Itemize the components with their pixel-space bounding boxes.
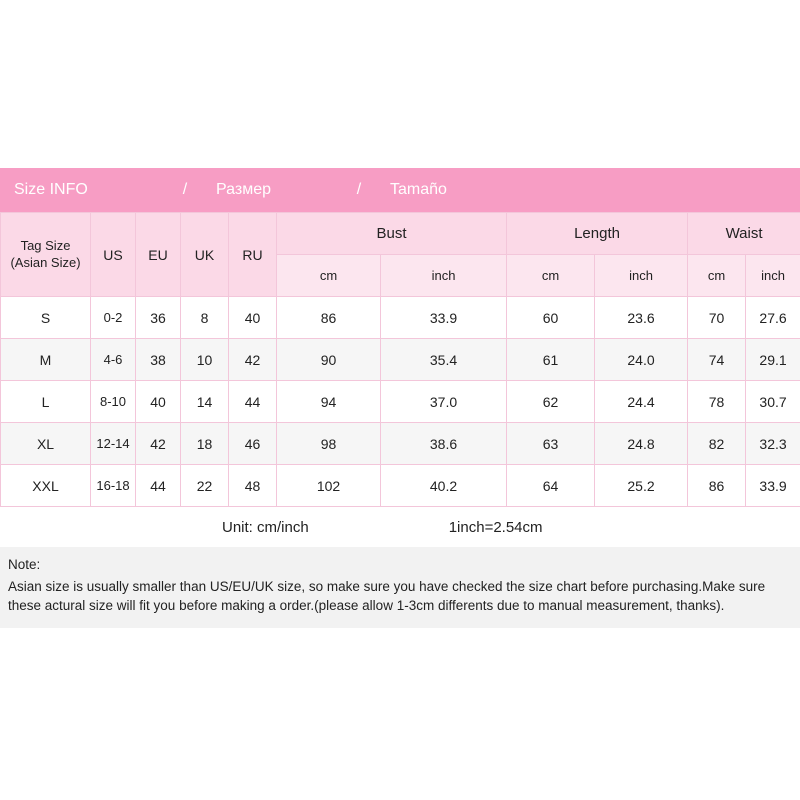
size-table bbox=[0, 212, 800, 507]
cell-length-inch: 25.2 bbox=[595, 465, 688, 507]
cell-length-cm: 63 bbox=[507, 423, 595, 465]
cell-bust-inch: 40.2 bbox=[381, 465, 507, 507]
cell-ru: 44 bbox=[229, 381, 277, 423]
banner-title: Size INFO bbox=[14, 181, 88, 198]
cell-length-inch: 24.4 bbox=[595, 381, 688, 423]
header-length-inch: inch bbox=[595, 255, 688, 297]
header-waist-inch: inch bbox=[746, 255, 800, 297]
cell-us: 0-2 bbox=[91, 297, 136, 339]
header-us: US bbox=[91, 213, 136, 297]
cell-uk: 22 bbox=[181, 465, 229, 507]
cell-length-inch: 24.0 bbox=[595, 339, 688, 381]
cell-eu: 40 bbox=[136, 381, 181, 423]
cell-bust-cm: 86 bbox=[277, 297, 381, 339]
cell-uk: 18 bbox=[181, 423, 229, 465]
cell-length-cm: 60 bbox=[507, 297, 595, 339]
header-bust-cm: cm bbox=[277, 255, 381, 297]
header-tag-size-line2: (Asian Size) bbox=[10, 254, 81, 270]
header-length: Length bbox=[507, 213, 688, 255]
cell-waist-cm: 82 bbox=[688, 423, 746, 465]
cell-eu: 42 bbox=[136, 423, 181, 465]
cell-waist-inch: 29.1 bbox=[746, 339, 800, 381]
header-tag-size bbox=[1, 213, 91, 297]
cell-waist-cm: 70 bbox=[688, 297, 746, 339]
table-header-group-row bbox=[1, 213, 800, 255]
cell-waist-cm: 78 bbox=[688, 381, 746, 423]
header-bust-inch: inch bbox=[381, 255, 507, 297]
table-row bbox=[1, 423, 800, 465]
cell-length-cm: 64 bbox=[507, 465, 595, 507]
cell-ru: 40 bbox=[229, 297, 277, 339]
cell-ru: 48 bbox=[229, 465, 277, 507]
cell-waist-inch: 30.7 bbox=[746, 381, 800, 423]
cell-tag-size: S bbox=[1, 297, 91, 339]
cell-tag-size: XXL bbox=[1, 465, 91, 507]
unit-label: Unit: cm/inch bbox=[222, 518, 309, 536]
header-tag-size-line1: Tag Size bbox=[20, 238, 71, 254]
banner-title-russian: Размер bbox=[216, 181, 271, 198]
table-row bbox=[1, 339, 800, 381]
cell-bust-inch: 38.6 bbox=[381, 423, 507, 465]
size-chart bbox=[0, 168, 800, 628]
header-waist-cm: cm bbox=[688, 255, 746, 297]
cell-us: 16-18 bbox=[91, 465, 136, 507]
cell-us: 12-14 bbox=[91, 423, 136, 465]
banner-title-spanish: Tamaño bbox=[390, 181, 447, 198]
header-bust: Bust bbox=[277, 213, 507, 255]
unit-row bbox=[0, 507, 800, 547]
table-row bbox=[1, 465, 800, 507]
cell-bust-inch: 35.4 bbox=[381, 339, 507, 381]
cell-length-cm: 61 bbox=[507, 339, 595, 381]
cell-length-inch: 24.8 bbox=[595, 423, 688, 465]
cell-waist-inch: 33.9 bbox=[746, 465, 800, 507]
unit-conversion: 1inch=2.54cm bbox=[448, 518, 543, 536]
cell-waist-cm: 86 bbox=[688, 465, 746, 507]
header-waist: Waist bbox=[688, 213, 800, 255]
cell-eu: 36 bbox=[136, 297, 181, 339]
cell-tag-size: L bbox=[1, 381, 91, 423]
table-row bbox=[1, 381, 800, 423]
cell-us: 4-6 bbox=[91, 339, 136, 381]
cell-length-cm: 62 bbox=[507, 381, 595, 423]
cell-bust-inch: 33.9 bbox=[381, 297, 507, 339]
cell-bust-cm: 94 bbox=[277, 381, 381, 423]
cell-tag-size: XL bbox=[1, 423, 91, 465]
header-length-cm: cm bbox=[507, 255, 595, 297]
cell-bust-inch: 37.0 bbox=[381, 381, 507, 423]
header-eu: EU bbox=[136, 213, 181, 297]
cell-ru: 46 bbox=[229, 423, 277, 465]
cell-bust-cm: 102 bbox=[277, 465, 381, 507]
cell-waist-inch: 27.6 bbox=[746, 297, 800, 339]
cell-waist-cm: 74 bbox=[688, 339, 746, 381]
banner-separator-2: / bbox=[356, 181, 362, 198]
cell-bust-cm: 90 bbox=[277, 339, 381, 381]
cell-eu: 44 bbox=[136, 465, 181, 507]
cell-ru: 42 bbox=[229, 339, 277, 381]
cell-uk: 14 bbox=[181, 381, 229, 423]
cell-tag-size: M bbox=[1, 339, 91, 381]
cell-length-inch: 23.6 bbox=[595, 297, 688, 339]
header-ru: RU bbox=[229, 213, 277, 297]
table-row bbox=[1, 297, 800, 339]
cell-uk: 10 bbox=[181, 339, 229, 381]
header-uk: UK bbox=[181, 213, 229, 297]
size-info-banner bbox=[0, 168, 800, 212]
cell-uk: 8 bbox=[181, 297, 229, 339]
note-body: Asian size is usually smaller than US/EU/UK size, so make sure you have checked the size chart before purchasing.Make sure these actural size will fit you before making a order.(please allow 1-3cm differents due to manual measurement, thanks). bbox=[8, 578, 766, 614]
cell-waist-inch: 32.3 bbox=[746, 423, 800, 465]
note-title: Note: bbox=[8, 557, 41, 572]
note-block bbox=[0, 547, 800, 628]
banner-separator-1: / bbox=[182, 181, 188, 198]
cell-bust-cm: 98 bbox=[277, 423, 381, 465]
cell-eu: 38 bbox=[136, 339, 181, 381]
cell-us: 8-10 bbox=[91, 381, 136, 423]
